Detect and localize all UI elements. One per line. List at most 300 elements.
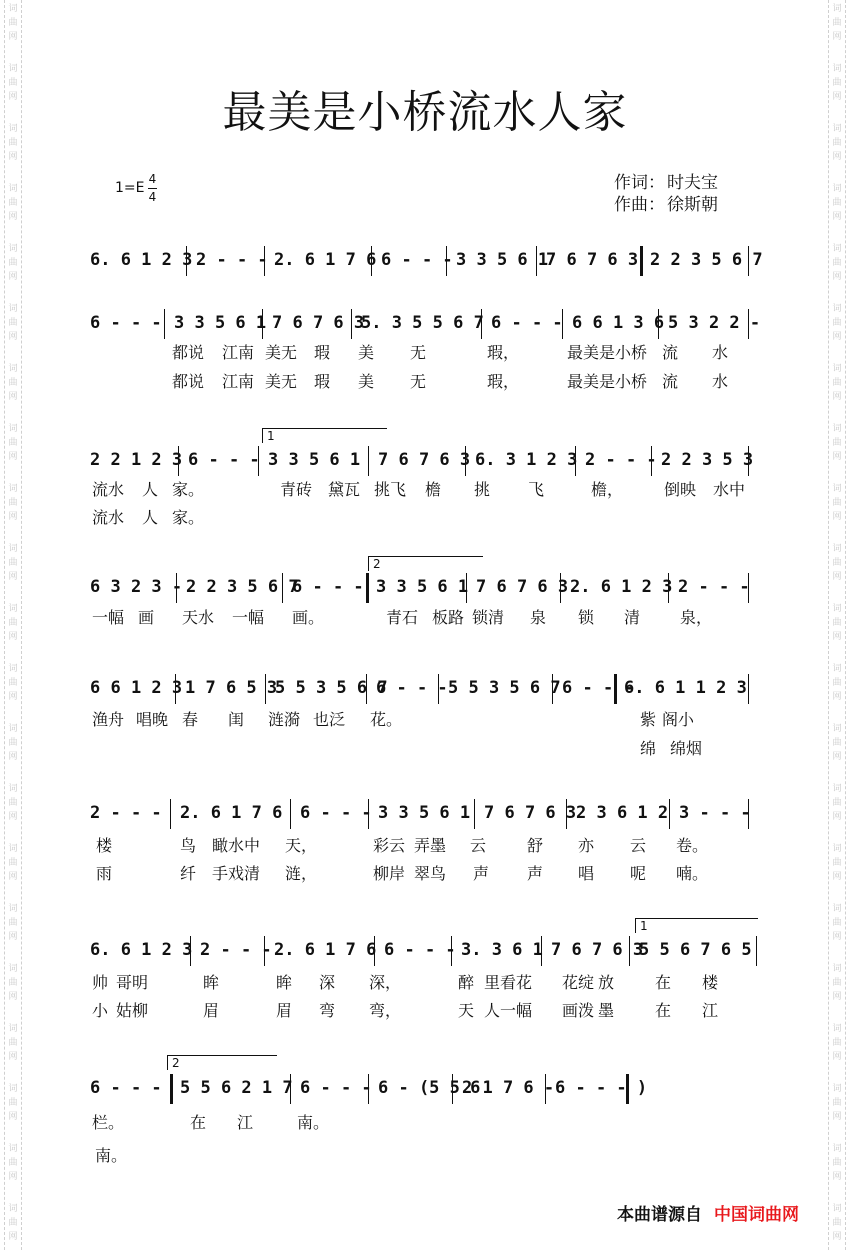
composer-name: 徐斯朝 bbox=[667, 195, 718, 215]
watermark-char: 曲 bbox=[832, 1158, 842, 1168]
watermark-char: 词 bbox=[832, 1084, 842, 1094]
volta-bracket: 1 bbox=[635, 918, 758, 933]
bar-line bbox=[651, 446, 652, 476]
lyric-word: 人 bbox=[142, 508, 159, 527]
watermark-char: 网 bbox=[8, 152, 18, 162]
watermark-char: 词 bbox=[8, 1084, 18, 1094]
lyric-word: 也泛 bbox=[313, 710, 346, 729]
lyric-word: 绵烟 bbox=[670, 739, 703, 758]
watermark-char: 词 bbox=[832, 544, 842, 554]
watermark-char: 曲 bbox=[8, 1158, 18, 1168]
watermark-char: 网 bbox=[832, 992, 842, 1002]
source-brand: 中国词曲网 bbox=[714, 1205, 799, 1225]
watermark-char: 曲 bbox=[8, 138, 18, 148]
lyric-word: 南。 bbox=[297, 1113, 330, 1132]
watermark-char: 网 bbox=[832, 752, 842, 762]
lyric-word: 一幅 bbox=[92, 608, 125, 627]
watermark-char: 词 bbox=[832, 364, 842, 374]
bar-line bbox=[452, 1074, 453, 1104]
watermark-char: 网 bbox=[8, 632, 18, 642]
lyric-word: 无 bbox=[410, 343, 427, 362]
watermark-char: 曲 bbox=[832, 318, 842, 328]
lyric-word: 楼 bbox=[702, 973, 719, 992]
measure: 6. 6 1 1 2 3 bbox=[624, 678, 747, 698]
measure: 6 - - - bbox=[90, 1078, 162, 1098]
watermark-char: 词 bbox=[8, 724, 18, 734]
measure: 3 3 5 6 1 bbox=[174, 313, 267, 333]
notation-line bbox=[0, 250, 850, 280]
watermark-char: 网 bbox=[8, 812, 18, 822]
lyric-word: 喃。 bbox=[676, 864, 709, 883]
watermark-char: 曲 bbox=[8, 798, 18, 808]
measure: 7 6 7 6 3 bbox=[484, 803, 577, 823]
watermark-char: 网 bbox=[8, 1172, 18, 1182]
lyric-line bbox=[0, 833, 850, 857]
bar-line bbox=[451, 936, 452, 966]
lyricist-label: 作词： bbox=[614, 173, 665, 193]
watermark-char: 词 bbox=[8, 604, 18, 614]
bar-line bbox=[262, 309, 263, 339]
bar-line bbox=[629, 936, 630, 966]
watermark-char: 网 bbox=[832, 872, 842, 882]
lyric-word: 呢 bbox=[630, 864, 647, 883]
watermark-char: 曲 bbox=[8, 318, 18, 328]
lyric-word: 帅 bbox=[92, 973, 109, 992]
watermark-char: 词 bbox=[832, 424, 842, 434]
watermark-char: 词 bbox=[832, 724, 842, 734]
lyric-line bbox=[0, 340, 850, 364]
watermark-char: 网 bbox=[8, 1232, 18, 1242]
watermark-char: 词 bbox=[832, 784, 842, 794]
lyric-word: 美 bbox=[358, 372, 375, 391]
watermark-char: 词 bbox=[832, 184, 842, 194]
watermark-char: 词 bbox=[832, 604, 842, 614]
watermark-char: 曲 bbox=[832, 438, 842, 448]
lyric-word: 放 bbox=[598, 973, 615, 992]
lyric-word: 水 bbox=[712, 372, 729, 391]
watermark-char: 网 bbox=[832, 272, 842, 282]
lyric-word: 美无 bbox=[265, 343, 298, 362]
volta-bracket: 2 bbox=[368, 556, 483, 571]
watermark-char: 词 bbox=[832, 1144, 842, 1154]
lyric-line bbox=[0, 505, 850, 529]
watermark-char: 曲 bbox=[832, 558, 842, 568]
lyric-word: 檐 bbox=[425, 480, 442, 499]
watermark-char: 曲 bbox=[8, 1098, 18, 1108]
lyric-word: 江 bbox=[237, 1113, 254, 1132]
lyric-line bbox=[0, 970, 850, 994]
lyric-line bbox=[0, 369, 850, 393]
measure: 7 6 7 6 3 bbox=[378, 450, 471, 470]
lyric-word: 柳岸 bbox=[373, 864, 406, 883]
watermark-char: 词 bbox=[8, 364, 18, 374]
measure: 5 3 2 2 - bbox=[668, 313, 761, 333]
watermark-char: 网 bbox=[832, 1112, 842, 1122]
lyric-word: 弯 bbox=[319, 1001, 336, 1020]
lyric-word: 画 bbox=[138, 608, 155, 627]
measure: 6 - - - bbox=[376, 678, 448, 698]
watermark-char: 词 bbox=[832, 244, 842, 254]
measure: 6 - - - bbox=[90, 313, 162, 333]
lyric-word: 流水 bbox=[92, 480, 125, 499]
lyric-word: 画。 bbox=[292, 608, 325, 627]
lyric-word: 南。 bbox=[95, 1146, 128, 1165]
lyric-word: 瞰水中 bbox=[212, 836, 261, 855]
lyric-line bbox=[0, 998, 850, 1022]
lyric-word: 云 bbox=[630, 836, 647, 855]
lyric-word: 眸 bbox=[276, 973, 293, 992]
bar-line bbox=[176, 573, 177, 603]
lyric-word: 瑕， bbox=[487, 343, 520, 362]
watermark-char: 词 bbox=[8, 244, 18, 254]
watermark-char: 曲 bbox=[8, 18, 18, 28]
watermark-char: 词 bbox=[8, 544, 18, 554]
bar-line bbox=[374, 936, 375, 966]
lyric-word: 天水 bbox=[182, 608, 215, 627]
bar-line bbox=[282, 573, 283, 603]
bar-line bbox=[560, 573, 561, 603]
lyric-word: 美 bbox=[358, 343, 375, 362]
watermark-char: 网 bbox=[8, 1052, 18, 1062]
measure: 3 3 5 6 1 bbox=[268, 450, 361, 470]
lyric-word: 泉 bbox=[530, 608, 547, 627]
lyric-word: 春 bbox=[182, 710, 199, 729]
lyric-word: 眉 bbox=[276, 1001, 293, 1020]
lyric-word: 阁小 bbox=[662, 710, 695, 729]
measure: 3 - - - bbox=[679, 803, 751, 823]
watermark-char: 词 bbox=[8, 64, 18, 74]
lyric-word: 姑柳 bbox=[116, 1001, 149, 1020]
watermark-char: 曲 bbox=[8, 198, 18, 208]
measure: 2. 6 1 7 6 bbox=[274, 250, 377, 270]
lyric-word: 在 bbox=[190, 1113, 207, 1132]
lyric-word: 唱晚 bbox=[136, 710, 169, 729]
lyric-word: 流水 bbox=[92, 508, 125, 527]
watermark-char: 曲 bbox=[832, 678, 842, 688]
watermark-char: 曲 bbox=[8, 858, 18, 868]
lyric-word: 江南 bbox=[222, 372, 255, 391]
watermark-char: 网 bbox=[8, 452, 18, 462]
measure: 6. 3 1 2 3 bbox=[475, 450, 578, 470]
lyric-word: 深， bbox=[369, 973, 402, 992]
lyric-word: 栏。 bbox=[92, 1113, 125, 1132]
watermark-char: 曲 bbox=[832, 78, 842, 88]
bar-line bbox=[756, 936, 757, 966]
bar-line bbox=[669, 799, 670, 829]
watermark-char: 曲 bbox=[832, 858, 842, 868]
lyric-word: 画泼 bbox=[562, 1001, 595, 1020]
measure: 6 3 2 3 - bbox=[90, 577, 183, 597]
watermark-char: 词 bbox=[8, 1144, 18, 1154]
lyric-word: 都说 bbox=[172, 372, 205, 391]
lyric-word: 醉 bbox=[458, 973, 475, 992]
watermark-char: 网 bbox=[832, 572, 842, 582]
watermark-char: 网 bbox=[832, 92, 842, 102]
watermark-char: 词 bbox=[832, 4, 842, 14]
bar-line bbox=[366, 573, 369, 603]
measure: 2 2 3 5 6 7 bbox=[650, 250, 763, 270]
measure: 6. 6 1 2 3 bbox=[90, 940, 193, 960]
watermark-char: 曲 bbox=[832, 1038, 842, 1048]
watermark-char: 网 bbox=[8, 872, 18, 882]
song-title: 最美是小桥流水人家 bbox=[222, 87, 628, 138]
bar-line bbox=[640, 246, 643, 276]
source-label: 本曲谱源自 bbox=[617, 1205, 702, 1225]
bar-line bbox=[368, 446, 369, 476]
watermark-char: 网 bbox=[8, 932, 18, 942]
lyric-word: 唱 bbox=[578, 864, 595, 883]
watermark-char: 网 bbox=[832, 152, 842, 162]
measure: 6 6 1 2 3 bbox=[90, 678, 183, 698]
lyric-line bbox=[0, 1110, 850, 1134]
bar-line bbox=[541, 936, 542, 966]
lyric-word: 在 bbox=[655, 973, 672, 992]
watermark-char: 词 bbox=[8, 1024, 18, 1034]
watermark-char: 词 bbox=[8, 844, 18, 854]
watermark-char: 网 bbox=[832, 452, 842, 462]
lyric-word: 紫 bbox=[640, 710, 657, 729]
time-signature-top: 4 bbox=[148, 172, 157, 186]
lyric-word: 挑 bbox=[474, 480, 491, 499]
lyric-word: 黛瓦 bbox=[328, 480, 361, 499]
watermark-char: 词 bbox=[832, 664, 842, 674]
measure: 3. 3 6 1 bbox=[461, 940, 543, 960]
lyric-word: 最美是小桥 bbox=[567, 343, 648, 362]
watermark-char: 曲 bbox=[832, 258, 842, 268]
lyric-word: 小 bbox=[92, 1001, 109, 1020]
watermark-char: 曲 bbox=[8, 558, 18, 568]
lyric-line bbox=[0, 605, 850, 629]
lyric-word: 江南 bbox=[222, 343, 255, 362]
watermark-char: 曲 bbox=[832, 738, 842, 748]
bar-line bbox=[481, 309, 482, 339]
lyric-word: 眉 bbox=[203, 1001, 220, 1020]
time-signature-bottom: 4 bbox=[148, 190, 157, 204]
watermark-char: 网 bbox=[8, 92, 18, 102]
composer-label: 作曲： bbox=[614, 195, 665, 215]
notation-line bbox=[0, 577, 850, 607]
bar-line bbox=[265, 674, 266, 704]
bar-line bbox=[164, 309, 165, 339]
measure: 7 6 7 6 3 bbox=[272, 313, 365, 333]
bar-line bbox=[290, 1074, 291, 1104]
watermark-char: 网 bbox=[832, 212, 842, 222]
watermark-char: 网 bbox=[832, 392, 842, 402]
notation-line bbox=[0, 940, 850, 970]
lyric-word: 楼 bbox=[96, 836, 113, 855]
watermark-char: 曲 bbox=[832, 1218, 842, 1228]
bar-line bbox=[170, 799, 171, 829]
bar-line bbox=[186, 246, 187, 276]
lyric-word: 天 bbox=[458, 1001, 475, 1020]
watermark-char: 网 bbox=[8, 752, 18, 762]
measure: 3 3 5 6 1 bbox=[378, 803, 471, 823]
lyric-word: 哥明 bbox=[116, 973, 149, 992]
measure: 5 5 6 7 6 5 bbox=[639, 940, 752, 960]
watermark-char: 曲 bbox=[8, 678, 18, 688]
watermark-char: 曲 bbox=[832, 18, 842, 28]
measure: 2 2 1 2 3 bbox=[90, 450, 183, 470]
watermark-char: 网 bbox=[8, 572, 18, 582]
measure: 5. 3 5 5 6 7 bbox=[361, 313, 484, 333]
watermark-char: 网 bbox=[832, 632, 842, 642]
lyric-word: 泉， bbox=[680, 608, 713, 627]
bar-line bbox=[575, 446, 576, 476]
lyric-word: 翠鸟 bbox=[414, 864, 447, 883]
measure: 6 - (5 5 6 bbox=[378, 1078, 481, 1098]
lyric-word: 亦 bbox=[578, 836, 595, 855]
volta-bracket: 2 bbox=[167, 1055, 277, 1070]
watermark-char: 网 bbox=[8, 692, 18, 702]
bar-line bbox=[264, 936, 265, 966]
notation-line bbox=[0, 313, 850, 343]
lyric-word: 流 bbox=[662, 372, 679, 391]
watermark-char: 曲 bbox=[832, 618, 842, 628]
watermark-char: 网 bbox=[832, 932, 842, 942]
watermark-char: 词 bbox=[8, 184, 18, 194]
watermark-char: 曲 bbox=[8, 438, 18, 448]
lyric-word: 清 bbox=[624, 608, 641, 627]
measure: 6 - - - bbox=[562, 678, 634, 698]
bar-line bbox=[351, 309, 352, 339]
watermark-char: 词 bbox=[832, 844, 842, 854]
watermark-char: 网 bbox=[8, 992, 18, 1002]
measure: 7 6 7 6 3 bbox=[476, 577, 569, 597]
lyricist-name: 时夫宝 bbox=[667, 173, 718, 193]
measure: 6 - - - bbox=[292, 577, 364, 597]
watermark-char: 词 bbox=[832, 304, 842, 314]
lyric-word: 涟漪 bbox=[268, 710, 301, 729]
lyric-word: 无 bbox=[410, 372, 427, 391]
lyric-word: 水 bbox=[712, 343, 729, 362]
watermark-char: 词 bbox=[8, 124, 18, 134]
bar-line bbox=[668, 573, 669, 603]
lyric-word: 流 bbox=[662, 343, 679, 362]
watermark-char: 词 bbox=[8, 484, 18, 494]
time-signature bbox=[148, 172, 157, 205]
watermark-char: 曲 bbox=[832, 798, 842, 808]
bar-line bbox=[545, 1074, 546, 1104]
watermark-char: 曲 bbox=[8, 1038, 18, 1048]
bar-line bbox=[438, 674, 439, 704]
bar-line bbox=[536, 246, 537, 276]
measure: 2 - - - bbox=[196, 250, 268, 270]
volta-bracket: 1 bbox=[262, 428, 387, 443]
measure: 5 5 3 5 6 7 bbox=[275, 678, 388, 698]
notation-line bbox=[0, 803, 850, 833]
source-footer bbox=[617, 1200, 799, 1225]
bar-line bbox=[552, 674, 553, 704]
measure: 7 6 7 6 3 bbox=[546, 250, 639, 270]
measure: 6. 6 1 2 3 bbox=[90, 250, 193, 270]
bar-line bbox=[371, 246, 372, 276]
measure: 6 - - - bbox=[384, 940, 456, 960]
measure: 3 3 5 6 1 bbox=[456, 250, 549, 270]
bar-line bbox=[748, 309, 749, 339]
measure: 5 5 3 5 6 7 bbox=[448, 678, 561, 698]
watermark-char: 网 bbox=[8, 212, 18, 222]
lyric-line bbox=[0, 861, 850, 885]
bar-line bbox=[474, 799, 475, 829]
bar-line bbox=[566, 799, 567, 829]
lyric-word: 一幅 bbox=[232, 608, 265, 627]
watermark-char: 词 bbox=[832, 124, 842, 134]
bar-line bbox=[264, 246, 265, 276]
watermark-char: 网 bbox=[832, 1232, 842, 1242]
lyric-word: 花。 bbox=[370, 710, 403, 729]
measure: 2 3 6 1 2 bbox=[576, 803, 669, 823]
watermark-char: 词 bbox=[8, 1204, 18, 1214]
bar-line bbox=[446, 246, 447, 276]
bar-line bbox=[748, 446, 749, 476]
lyric-word: 声 bbox=[473, 864, 490, 883]
watermark-char: 曲 bbox=[8, 978, 18, 988]
lyric-word: 声 bbox=[527, 864, 544, 883]
measure: 2 1 7 6 - bbox=[462, 1078, 555, 1098]
lyric-word: 涟， bbox=[285, 864, 318, 883]
lyric-word: 舒 bbox=[527, 836, 544, 855]
watermark-char: 词 bbox=[832, 484, 842, 494]
watermark-char: 曲 bbox=[832, 918, 842, 928]
measure: 2 2 3 5 3 bbox=[661, 450, 754, 470]
bar-line bbox=[614, 674, 617, 704]
measure: 5 5 6 2 1 7 bbox=[180, 1078, 293, 1098]
measure: 6 - - - ) bbox=[555, 1078, 648, 1098]
notation-line bbox=[0, 450, 850, 480]
watermark-char: 词 bbox=[8, 424, 18, 434]
lyric-word: 板路 bbox=[432, 608, 465, 627]
watermark-char: 曲 bbox=[8, 1218, 18, 1228]
watermark-char: 曲 bbox=[8, 618, 18, 628]
measure: 3 3 5 6 1 bbox=[376, 577, 469, 597]
bar-line bbox=[748, 573, 749, 603]
lyric-word: 雨 bbox=[96, 864, 113, 883]
lyric-line bbox=[0, 707, 850, 731]
lyric-word: 手戏清 bbox=[212, 864, 261, 883]
key-signature: 1=E bbox=[115, 180, 145, 196]
lyric-word: 弄墨 bbox=[414, 836, 447, 855]
bar-line bbox=[368, 1074, 369, 1104]
bar-line bbox=[178, 446, 179, 476]
watermark-char: 词 bbox=[8, 304, 18, 314]
lyric-word: 纤 bbox=[180, 864, 197, 883]
watermark-char: 词 bbox=[832, 904, 842, 914]
measure: 6 6 1 3 6 bbox=[572, 313, 665, 333]
composer-credit bbox=[614, 190, 718, 215]
lyric-word: 在 bbox=[655, 1001, 672, 1020]
lyric-word: 都说 bbox=[172, 343, 205, 362]
measure: 7 6 7 6 3 bbox=[551, 940, 644, 960]
lyric-word: 水中 bbox=[713, 480, 746, 499]
lyric-word: 花绽 bbox=[562, 973, 595, 992]
lyric-word: 深 bbox=[319, 973, 336, 992]
lyric-line bbox=[0, 736, 850, 760]
bar-line bbox=[748, 674, 749, 704]
measure: 2. 6 1 7 6 bbox=[274, 940, 377, 960]
lyric-word: 瑕 bbox=[314, 343, 331, 362]
measure: 2 - - - bbox=[200, 940, 272, 960]
bar-line bbox=[626, 1074, 629, 1104]
bar-line bbox=[290, 799, 291, 829]
lyric-word: 青石 bbox=[386, 608, 419, 627]
measure: 6 - - - bbox=[300, 803, 372, 823]
bar-line bbox=[170, 1074, 173, 1104]
lyric-word: 绵 bbox=[640, 739, 657, 758]
watermark-char: 曲 bbox=[832, 138, 842, 148]
lyric-word: 天， bbox=[285, 836, 318, 855]
measure: 2 - - - bbox=[90, 803, 162, 823]
lyric-word: 墨 bbox=[598, 1001, 615, 1020]
